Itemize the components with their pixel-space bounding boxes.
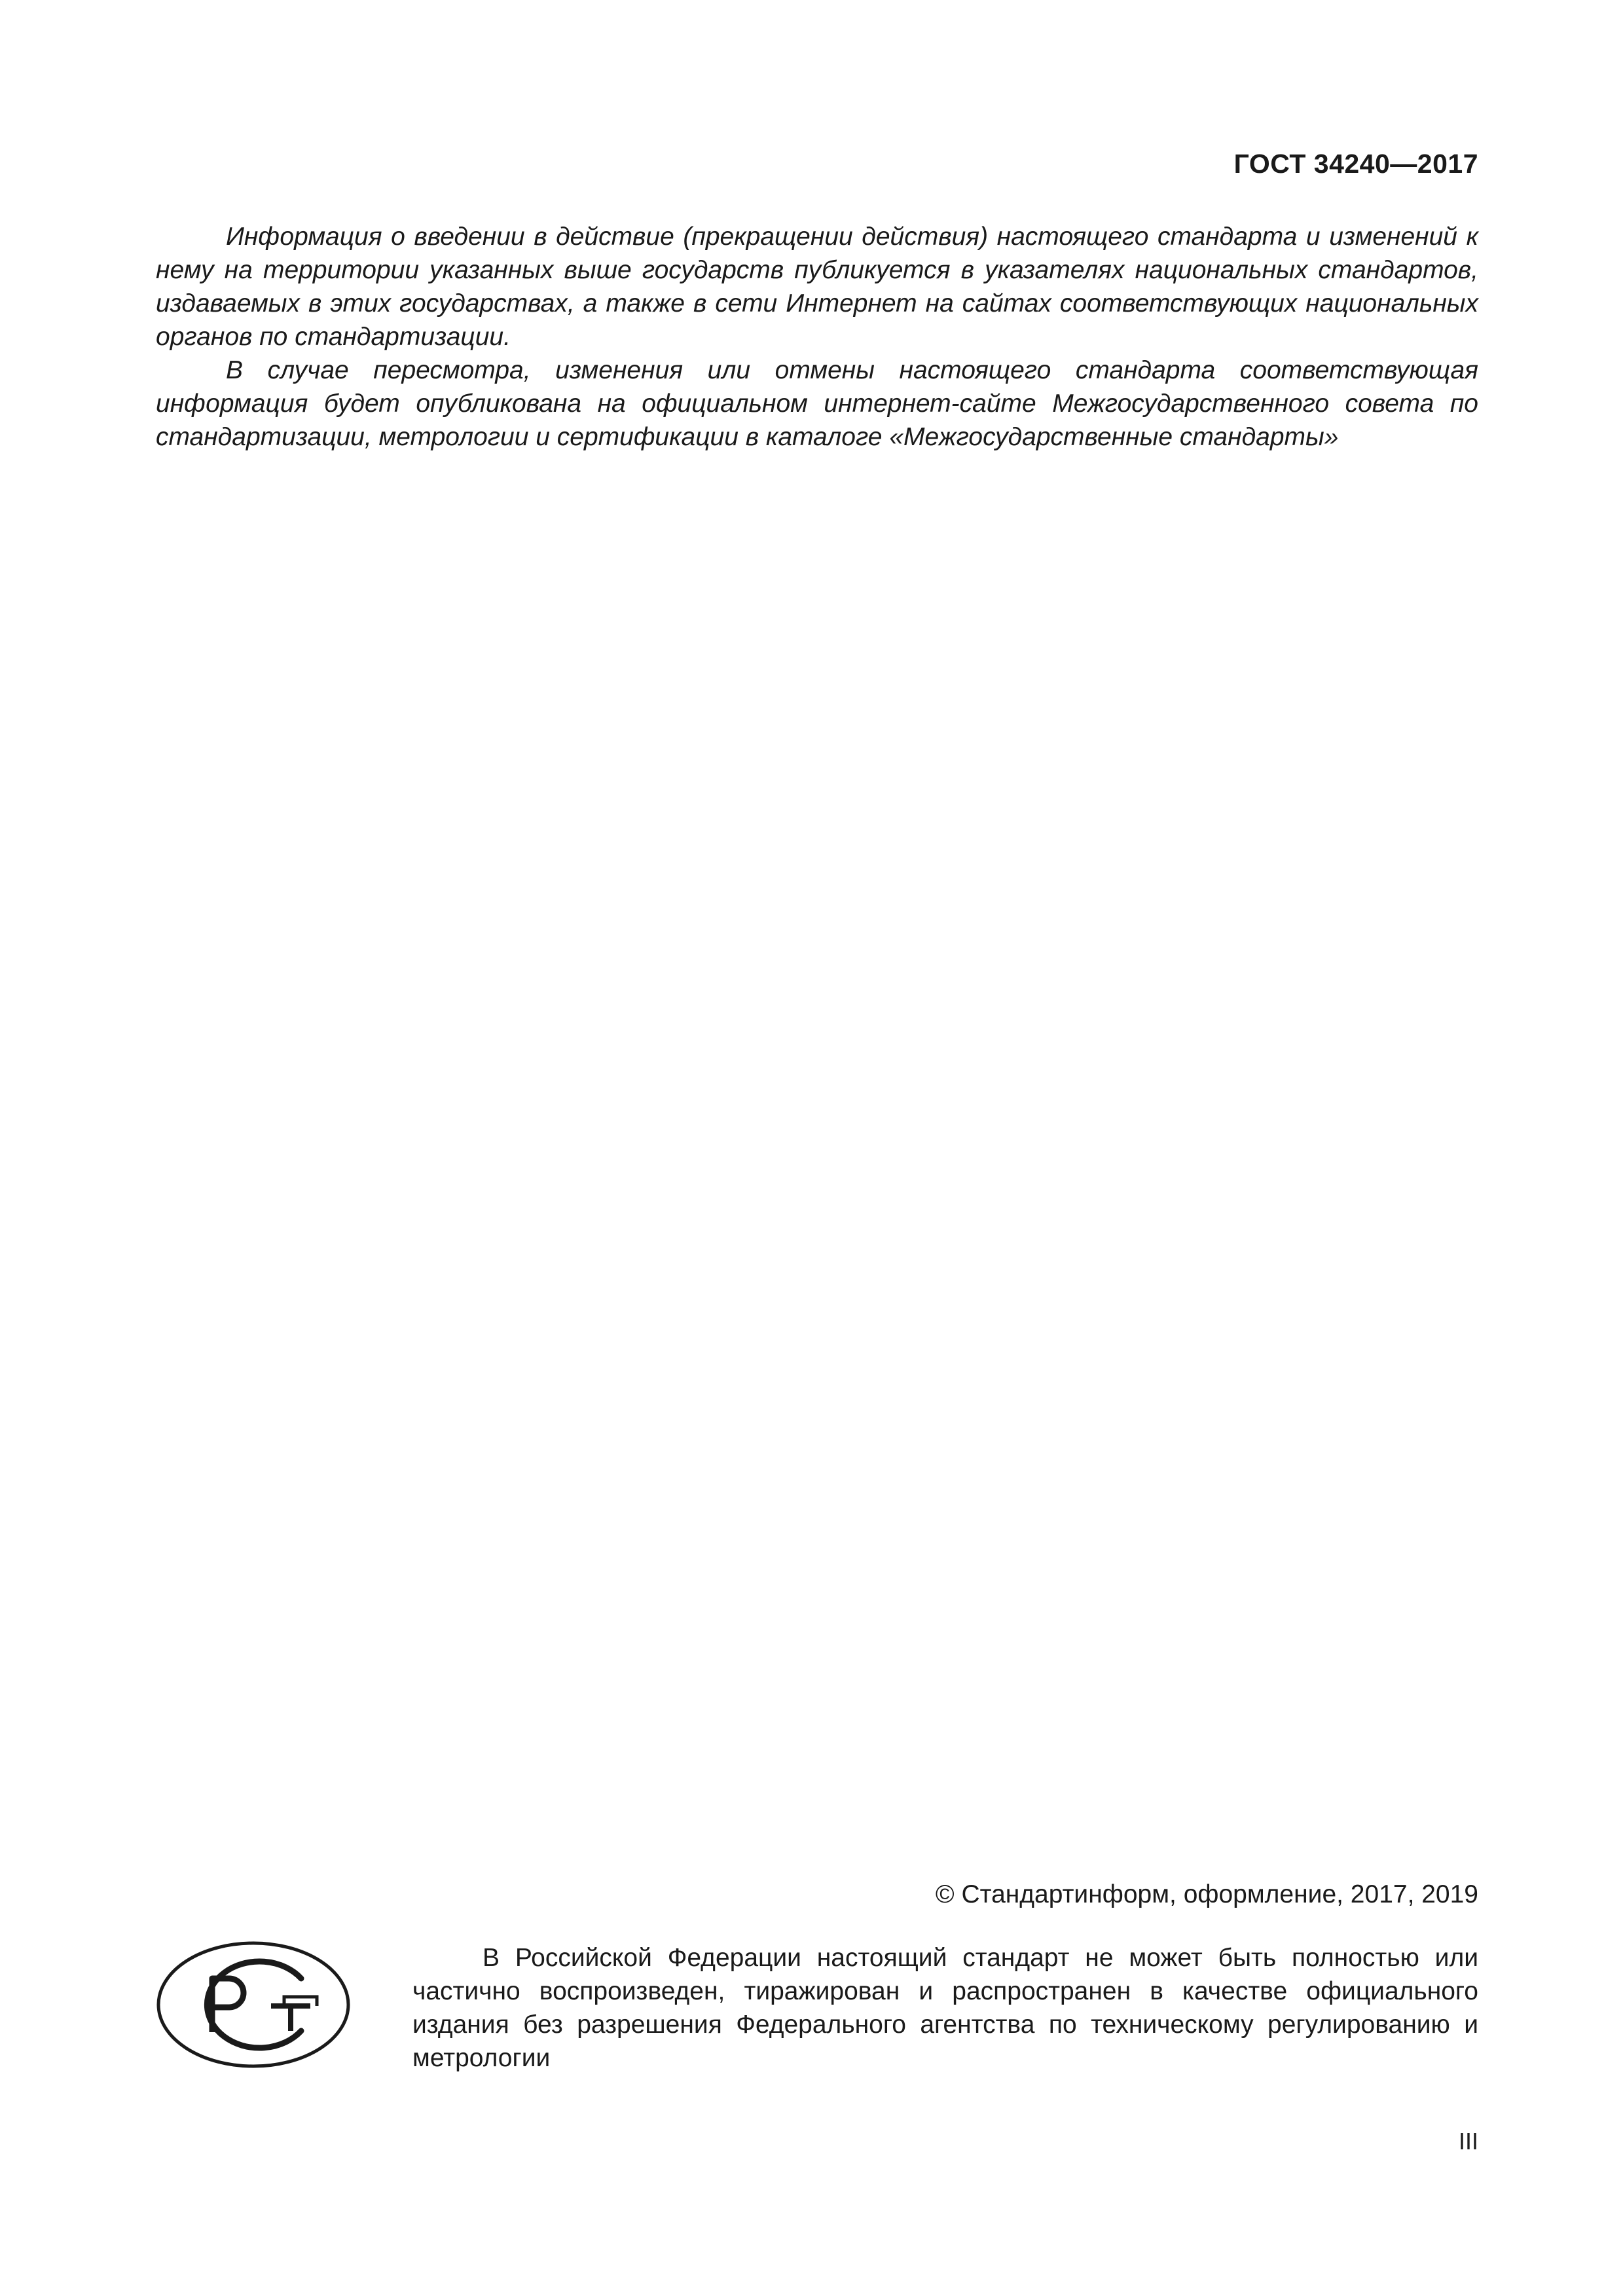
copyright-line: © Стандартинформ, оформление, 2017, 2019	[935, 1880, 1478, 1908]
reproduction-notice	[412, 1941, 1478, 2075]
intro-paragraph-publication-info: Информация о введении в действие (прекращении действия) настоящего стандарта и изменений к нему на территории указанных выше государств публикуется в указателях национальных стандартов, издаваемых в этих государствах, а также в сети Интернет на сайтах соответствующих национальных органов по стандартизации.	[156, 223, 1478, 351]
reproduction-notice-text: В Российской Федерации настоящий стандарт не может быть полностью или частично воспроизведен, тиражирован и распространен в качестве официального издания без разрешения Федерального агентства по техническому регулированию и метрологии	[412, 1944, 1478, 2072]
intro-paragraph-revision-info: В случае пересмотра, изменения или отмены настоящего стандарта соответствующая информация будет опубликована на официальном интернет-сайте Межгосударственного совета по стандартизации, метрологии и сертификации в каталоге «Межгосударственные стандарты»	[156, 356, 1478, 451]
document-designation: ГОСТ 34240—2017	[1233, 149, 1478, 179]
intro-section	[156, 220, 1478, 454]
rst-certification-logo-icon	[156, 1941, 351, 2069]
page-number: III	[1458, 2128, 1478, 2155]
